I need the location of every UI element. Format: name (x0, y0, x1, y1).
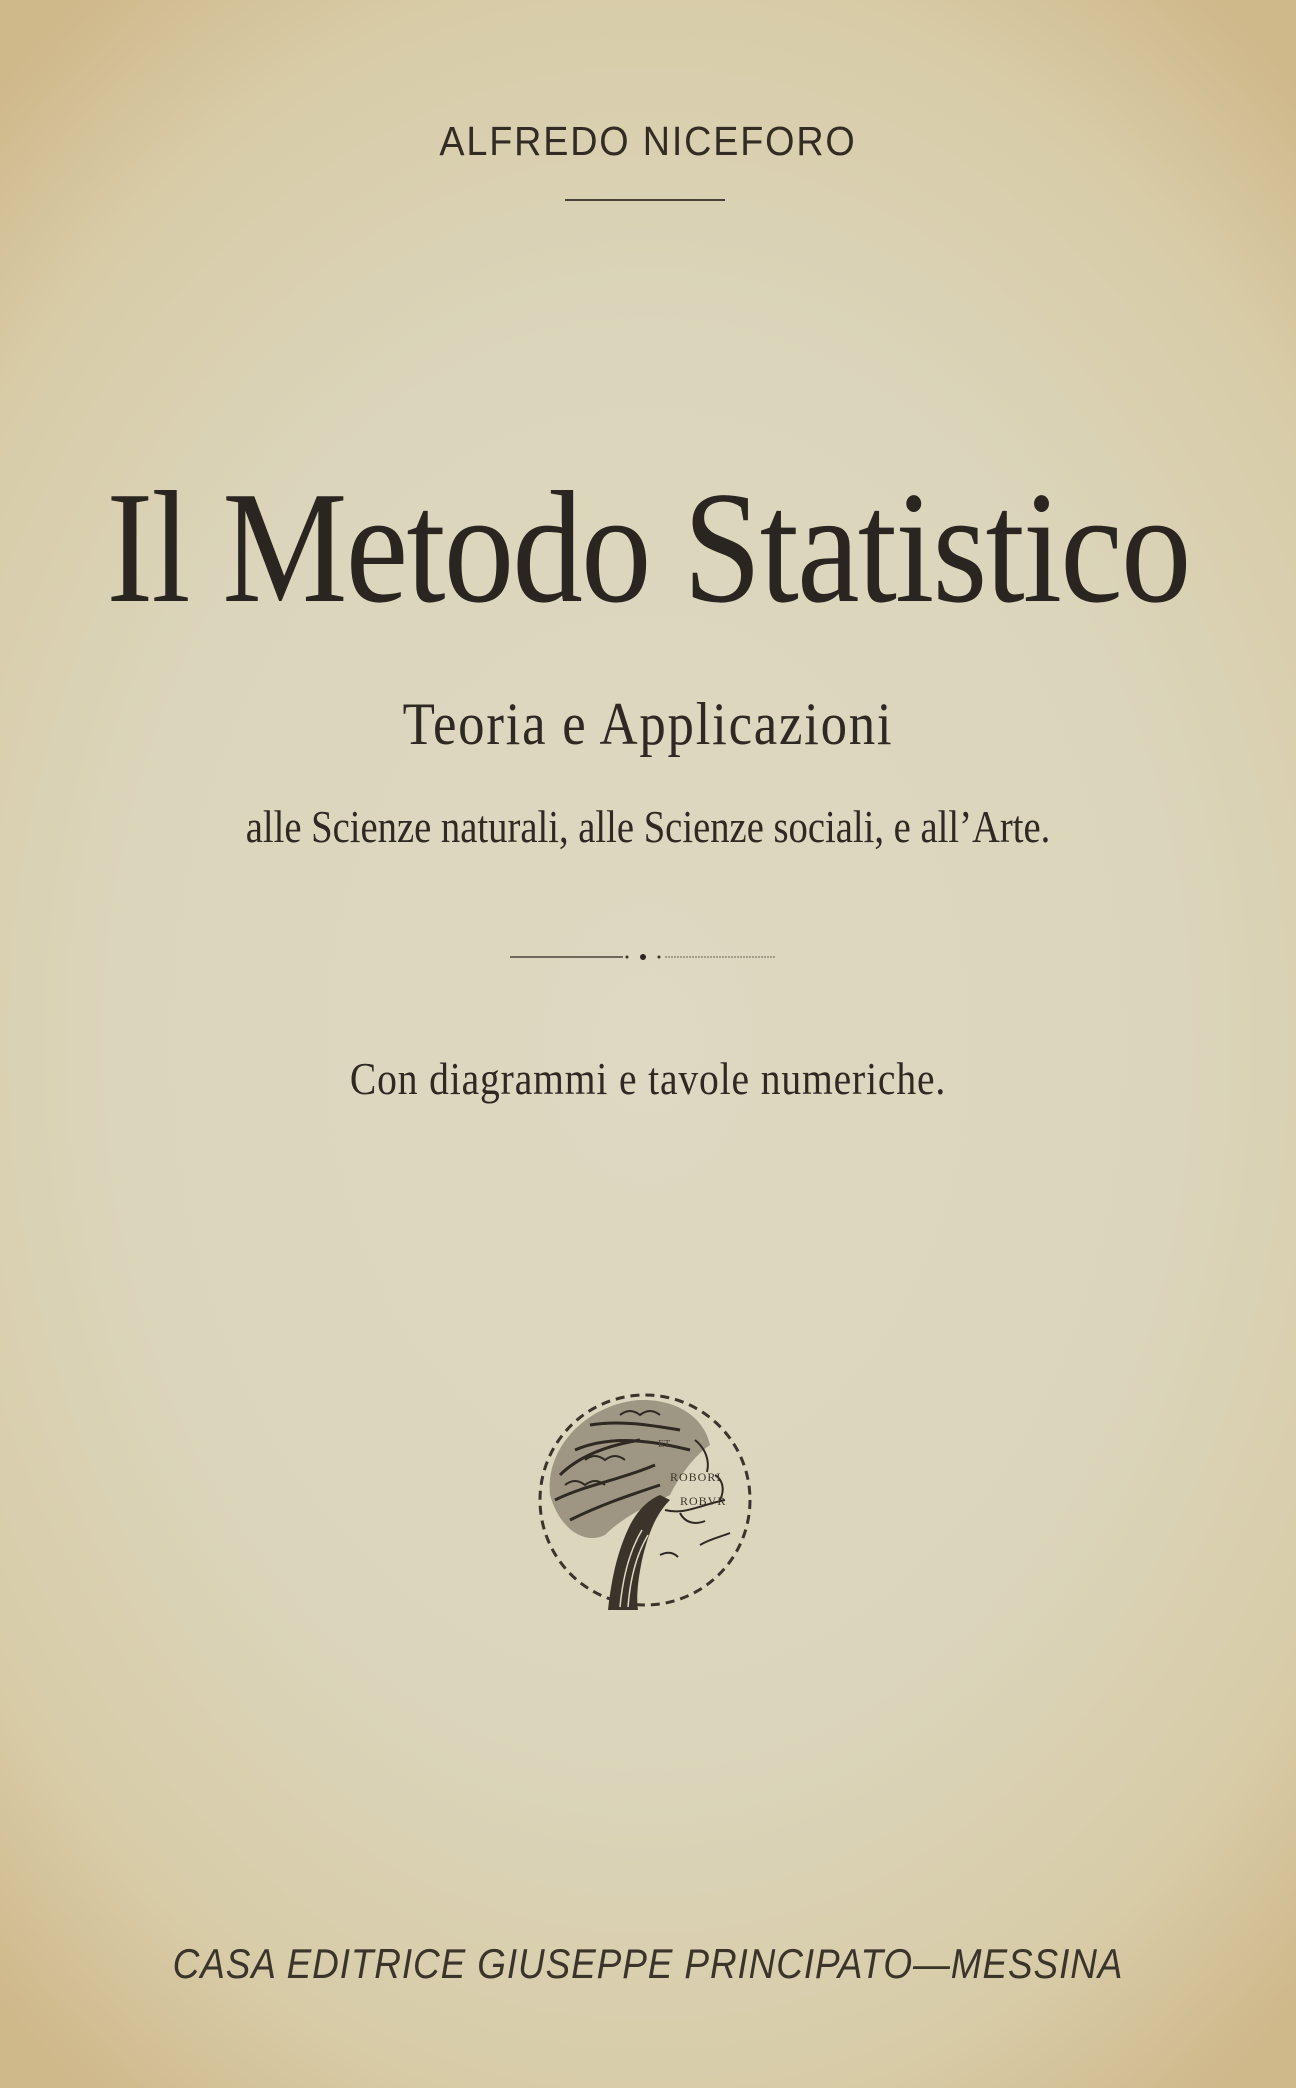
book-subtitle: Teoria e Applicazioni (402, 691, 894, 757)
subtitle-detail: alle Scienze naturali, alle Scienze sociali, e all’Arte. (245, 801, 1051, 852)
author-rule (565, 199, 725, 201)
book-title: Il Metodo Statistico (106, 458, 1190, 636)
publisher-emblem-tree-icon (530, 1385, 760, 1615)
author-name: ALFREDO NICEFORO (439, 118, 857, 164)
publisher-imprint: CASA EDITRICE GIUSEPPE PRINCIPATO—MESSINA (172, 1940, 1124, 1987)
emblem-motto-line2: ROBVR (680, 1494, 727, 1508)
emblem-motto-line1: ROBORI (670, 1470, 722, 1484)
emblem-motto-prefix: ET (658, 1439, 671, 1450)
diagrams-note: Con diagrammi e tavole numeriche. (349, 1053, 947, 1104)
ornament-divider (505, 948, 781, 966)
